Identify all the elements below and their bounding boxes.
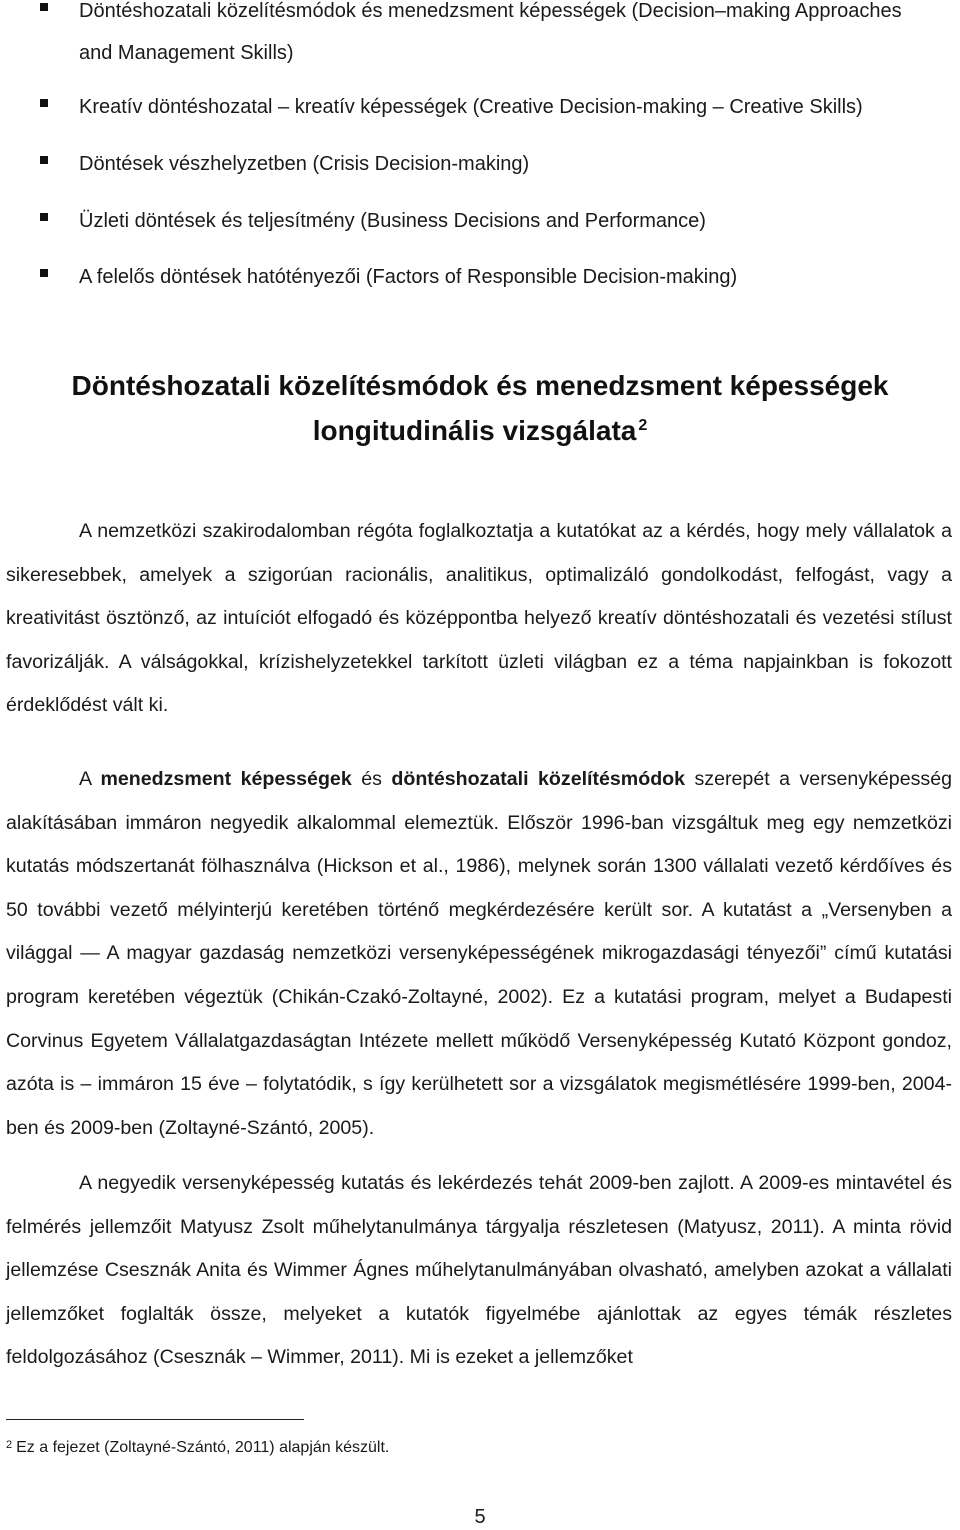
list-item-text: Kreatív döntéshozatal – kreatív képességek (Creative Decision-making – Creative Skills) <box>79 96 863 118</box>
paragraph-3: A negyedik versenyképesség kutatás és lekérdezés tehát 2009-ben zajlott. A 2009-es mintavétel és felmérés jellemzőit Matyusz Zsolt műhelytanulmánya tárgyalja részletesen (Matyusz, 2011). A minta rövid jellemzése Csesznák Anita és Wimmer Ágnes műhelytanulmányában olvasható, amelyben azokat a vállalati jellemzőket foglalták össze, melyeket a kutatók figyelmébe ajánlottak az egyes témák részletes feldolgozásához (Csesznák – Wimmer, 2011). Mi is ezeket a jellemzőket <box>6 1172 952 1369</box>
heading-line-1: Döntéshozatali közelítésmódok és menedzsment képességek <box>71 370 889 401</box>
paragraph-2-part: és <box>351 768 392 790</box>
footnote-divider <box>6 1419 304 1420</box>
list-item <box>40 200 945 242</box>
list-item <box>40 143 945 185</box>
section-heading <box>0 366 960 451</box>
bold-term-decision-approaches: döntéshozatali közelítésmódok <box>391 768 686 790</box>
list-item-text: Döntések vészhelyzetben (Crisis Decision-making) <box>79 153 530 175</box>
paragraph-2 <box>6 758 952 1150</box>
square-bullet-icon <box>40 3 48 11</box>
page-number: 5 <box>474 1506 486 1528</box>
list-item-text: Üzleti döntések és teljesítmény (Business Decisions and Performance) <box>79 210 706 232</box>
footnote-reference[interactable]: 2 <box>638 417 648 434</box>
square-bullet-icon <box>40 99 48 107</box>
list-item <box>40 256 945 298</box>
list-item-text: A felelős döntések hatótényezői (Factors of Responsible Decision-making) <box>79 266 738 288</box>
bold-term-management-skills: menedzsment képességek <box>100 768 352 790</box>
square-bullet-icon <box>40 156 48 164</box>
list-item <box>40 86 945 128</box>
list-item-text: Döntéshozatali közelítésmódok és menedzsment képességek (Decision–making Approaches <box>79 0 902 22</box>
square-bullet-icon <box>40 269 48 277</box>
heading-line-2-text: longitudinális vizsgálata <box>312 415 637 446</box>
paragraph-2-part: szerepét a versenyképesség alakításában immáron negyedik alkalommal elemeztük. Először 1996-ban vizsgáltuk meg egy nemzetközi kutatás módszertanát fölhasználva (Hickson et al., 1986), melynek során 1300 vállalati vezető kérdőíves és 50 további vezető mélyinterjú keretében történő megkérdezésére került sor. A kutatást a „Versenyben a világgal ― A magyar gazdaság nemzetközi versenyképességének mikrogazdasági tényezői” című kutatási program keretében végeztük (Chikán-Czakó-Zoltayné, 2002). Ez a kutatási program, melyet a Budapesti Corvinus Egyetem Vállalatgazdaságtan Intézete mellett működő Versenyképesség Kutató Központ gondoz, azóta is – immáron 15 éve – folytatódik, s így kerülhetett sor a vizsgálatok megismétlésére 1999-ben, 2004-ben és 2009-ben (Zoltayné-Szántó, 2005). <box>6 768 952 1139</box>
footnote-text: Ez a fejezet (Zoltayné-Szántó, 2011) alapján készült. <box>16 1439 390 1456</box>
footnote-number: 2 <box>6 1439 13 1451</box>
list-item <box>40 0 945 74</box>
list-item-text: and Management Skills) <box>79 42 294 64</box>
paragraph-2-part: A <box>79 768 101 790</box>
square-bullet-icon <box>40 213 48 221</box>
paragraph-1: A nemzetközi szakirodalomban régóta foglalkoztatja a kutatókat az a kérdés, hogy mely vállalatok a sikeresebbek, amelyek a szigorúan racionális, analitikus, optimalizáló gondolkodást, felfogást, vagy a kreativitást ösztönző, az intuíciót elfogadó és középpontba helyező kreatív döntéshozatali és vezetési stílust favorizálják. A válságokkal, krízishelyzetekkel tarkított üzleti világban ez a téma napjainkban is fokozott érdeklődést vált ki. <box>6 520 952 717</box>
heading-line-2 <box>0 406 960 451</box>
footnote <box>6 1434 389 1459</box>
